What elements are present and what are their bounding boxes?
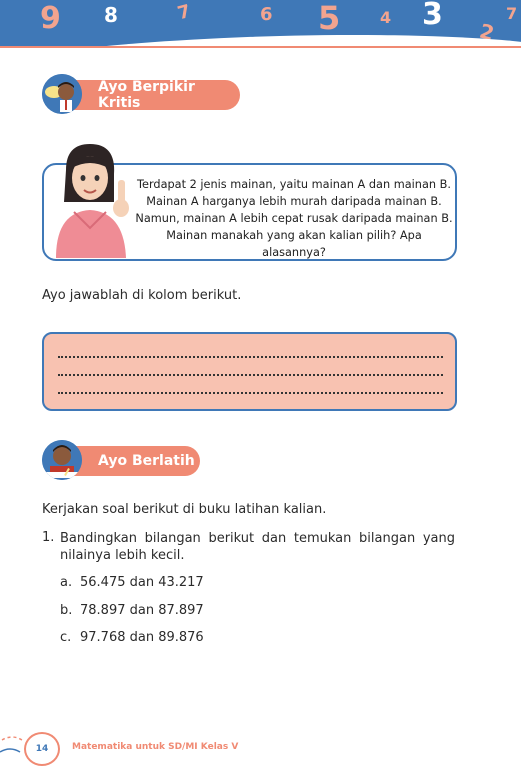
- header-digit: 8: [104, 3, 118, 27]
- answer-prompt: Ayo jawablah di kolom berikut.: [42, 288, 242, 303]
- problem-line: Mainan A harganya lebih murah daripada mainan B.: [146, 195, 442, 208]
- problem-line: Terdapat 2 jenis mainan, yaitu mainan A dan mainan B.: [137, 178, 451, 191]
- answer-box[interactable]: [42, 332, 457, 411]
- question-number: 1.: [42, 530, 55, 545]
- option-label: c.: [60, 630, 72, 645]
- header-digit: 3: [422, 0, 443, 32]
- problem-text: [134, 176, 454, 261]
- girl-pointing-icon: [48, 140, 134, 258]
- problem-line: Namun, mainan A lebih cepat rusak daripada mainan B.: [135, 212, 453, 225]
- page-header-band: [0, 0, 521, 48]
- header-digit: 7: [506, 4, 518, 23]
- section-badge-critical-thinking: [72, 80, 240, 110]
- header-digit: 7: [175, 0, 193, 25]
- header-digit: 6: [260, 4, 273, 25]
- answer-line[interactable]: [58, 392, 443, 394]
- header-digit: 5: [318, 0, 341, 37]
- header-digit: 2: [477, 18, 497, 46]
- option-text: 56.475 dan 43.217: [80, 575, 204, 590]
- option-label: b.: [60, 603, 73, 618]
- girl-illustration: [48, 140, 134, 258]
- boy-thinking-avatar: [42, 74, 82, 114]
- page-number: 14: [24, 732, 60, 766]
- header-digit: 4: [380, 8, 392, 27]
- option-text: 97.768 dan 89.876: [80, 630, 204, 645]
- header-wave-line: [0, 46, 521, 48]
- boy-writing-avatar: [42, 440, 82, 480]
- boy-thinking-icon: [42, 74, 82, 114]
- answer-line[interactable]: [58, 356, 443, 358]
- question-text: Bandingkan bilangan berikut dan temukan bilangan yang nilainya lebih kecil.: [60, 531, 455, 563]
- section-title: Ayo Berlatih: [98, 453, 195, 469]
- option-label: a.: [60, 575, 73, 590]
- boy-writing-icon: [42, 440, 82, 480]
- section-badge-practice: [72, 446, 200, 476]
- section-title: Ayo Berpikir Kritis: [98, 79, 195, 111]
- book-title: Matematika untuk SD/MI Kelas V: [72, 742, 239, 752]
- option-text: 78.897 dan 87.897: [80, 603, 204, 618]
- problem-line: Mainan manakah yang akan kalian pilih? Apa alasannya?: [166, 229, 422, 259]
- practice-instruction: Kerjakan soal berikut di buku latihan kalian.: [42, 502, 327, 517]
- answer-line[interactable]: [58, 374, 443, 376]
- header-digit: 9: [40, 1, 61, 36]
